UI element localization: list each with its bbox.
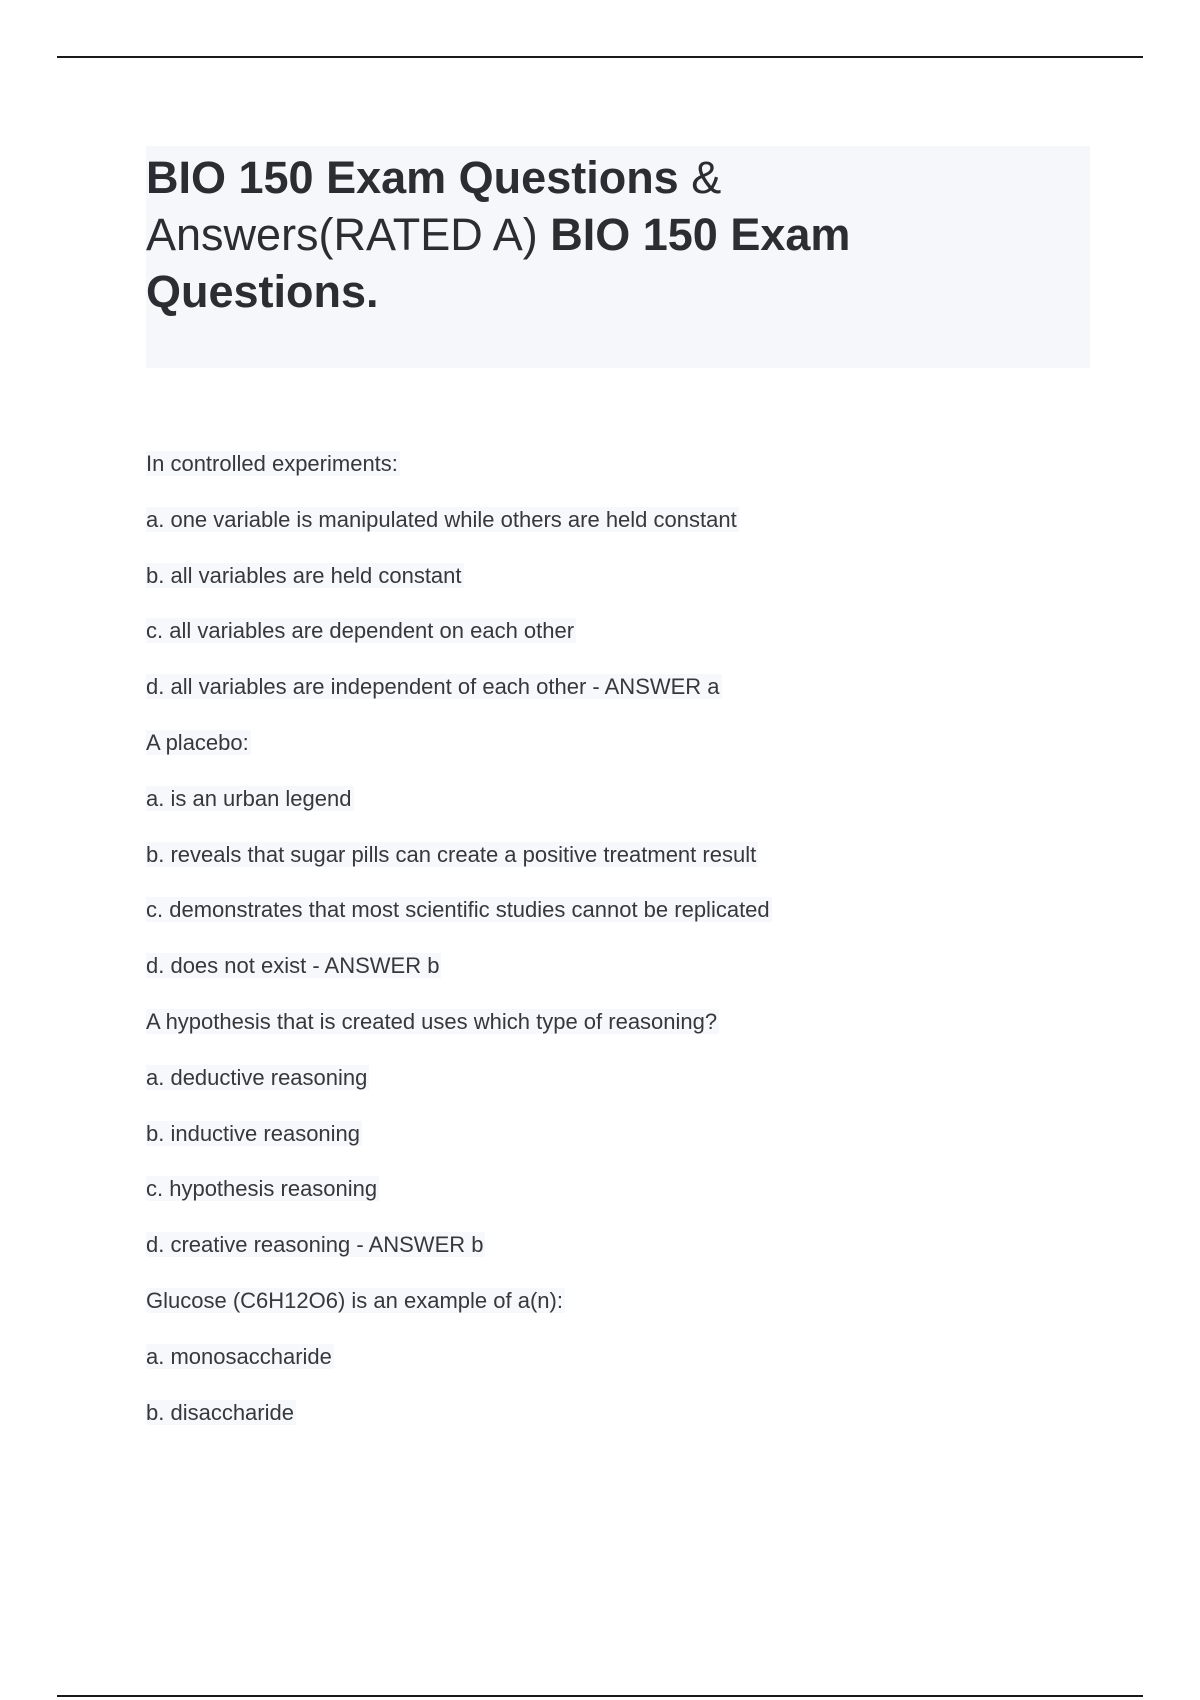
title-block — [146, 146, 1090, 368]
answer-option: d. all variables are independent of each other - ANSWER a — [146, 674, 720, 700]
document-title — [146, 149, 1046, 320]
question-line: A hypothesis that is created uses which type of reasoning? — [146, 1008, 718, 1034]
answer-option: a. deductive reasoning — [146, 1064, 368, 1090]
answer-option: b. disaccharide — [146, 1399, 294, 1425]
answer-option: d. does not exist - ANSWER b — [146, 953, 440, 979]
answer-option: a. one variable is manipulated while others are held constant — [146, 506, 737, 532]
answer-option: c. hypothesis reasoning — [146, 1176, 378, 1202]
title-bold-part-1: BIO 150 Exam Questions — [146, 152, 679, 203]
question-line: A placebo: — [146, 729, 249, 755]
question-list — [146, 450, 1096, 1454]
answer-option: d. creative reasoning - ANSWER b — [146, 1232, 484, 1258]
answer-option: b. inductive reasoning — [146, 1120, 361, 1146]
top-rule — [57, 56, 1143, 58]
title-regular-part: & Answers(RATED A) — [146, 152, 722, 260]
answer-option: c. demonstrates that most scientific studies cannot be replicated — [146, 897, 770, 923]
answer-option: a. monosaccharide — [146, 1343, 332, 1369]
title-bold-part-2: BIO 150 Exam Questions. — [146, 209, 851, 317]
bottom-rule — [57, 1695, 1143, 1697]
question-line: Glucose (C6H12O6) is an example of a(n): — [146, 1287, 563, 1313]
question-line: In controlled experiments: — [146, 451, 398, 476]
answer-option: b. all variables are held constant — [146, 562, 462, 588]
answer-option: c. all variables are dependent on each other — [146, 618, 575, 644]
answer-option: a. is an urban legend — [146, 785, 352, 811]
answer-option: b. reveals that sugar pills can create a positive treatment result — [146, 841, 757, 867]
